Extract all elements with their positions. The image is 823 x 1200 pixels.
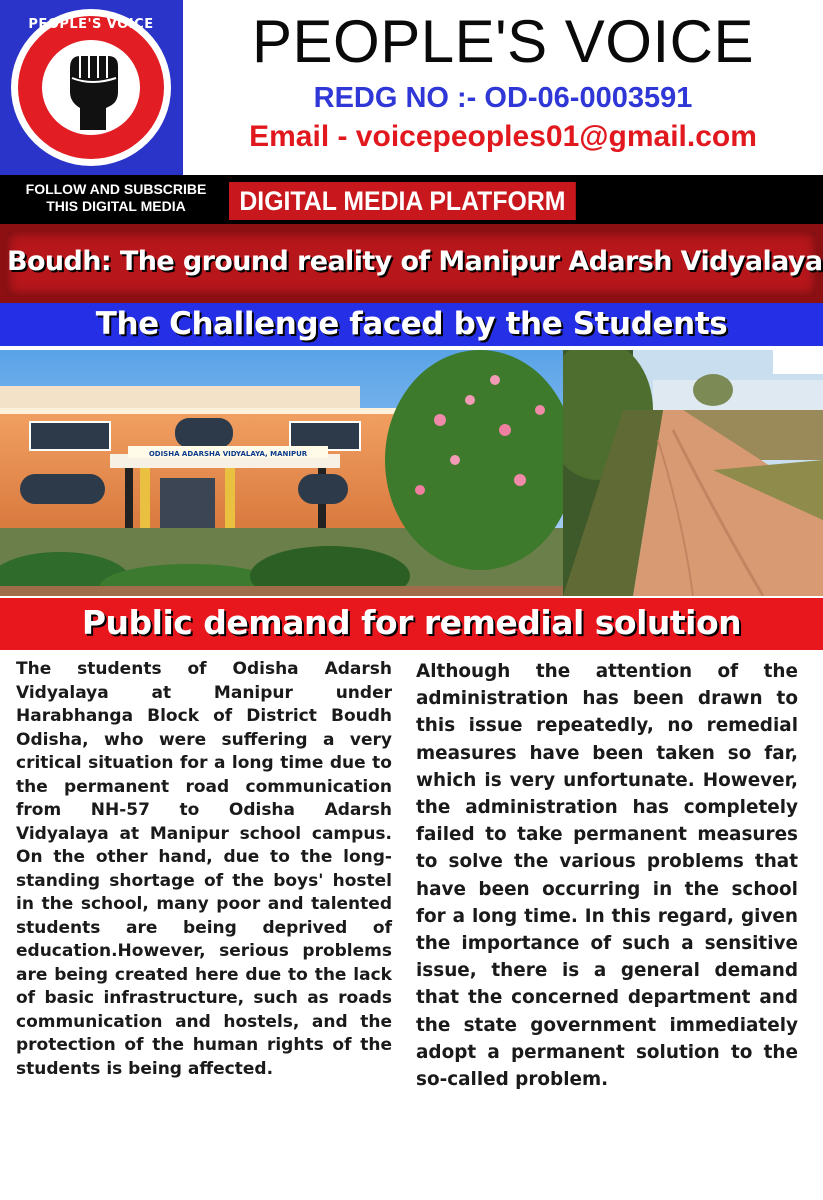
- article-left-column: The students of Odisha Adarsh Vidyalaya at Manipur under Harabhanga Block of District Boudh Odisha, who were suffering a very critical situation for a long time due to the permanent road communication from NH-57 to Odisha Adarsh Vidyalaya at Manipur school campus. On the other hand, due to the long-standing shortage of the boys' hostel in the school, many poor and talented students are being deprived of education.However, serious problems are being created here due to the lack of basic infrastructure, such as roads communication and hostels, and the protection of the human rights of the students is being affected.: [16, 659, 392, 1079]
- main-headline-banner: [0, 224, 823, 303]
- follow-line-2: THIS DIGITAL MEDIA: [46, 198, 186, 214]
- logo-badge: [11, 9, 171, 166]
- dirt-road-photo: [563, 350, 823, 596]
- sub-headline-banner: [0, 303, 823, 346]
- digital-media-platform-label: DIGITAL MEDIA PLATFORM: [229, 182, 576, 220]
- article-right-column: Although the attention of the administration has been drawn to this issue repeatedly, no remedial measures have been taken so far, which is very unfortunate. However, the administration has completely failed to take permanent measures to solve the various problems that have been occurring in the school for a long time. In this regard, given the importance of such a sensitive issue, there is a general demand that the concerned department and the state government immediately adopt a permanent solution to the so-called problem.: [416, 661, 798, 1091]
- school-building-photo: [0, 350, 563, 596]
- raised-fist-icon: [58, 48, 128, 130]
- sub-headline: The Challenge faced by the Students: [95, 306, 728, 342]
- follow-line-1: FOLLOW AND SUBSCRIBE: [25, 181, 207, 197]
- logo-text: PEOPLE'S VOICE: [28, 17, 154, 32]
- follow-subscribe-text: [5, 181, 227, 215]
- contact-email: Email - voicepeoples01@gmail.com: [249, 120, 757, 153]
- masthead: [183, 0, 823, 175]
- publication-title: PEOPLE'S VOICE: [252, 8, 754, 75]
- school-sign-text: ODISHA ADARSHA VIDYALAYA, MANIPUR: [148, 450, 308, 458]
- main-headline: Boudh: The ground reality of Manipur Adarsh Vidyalaya: [7, 246, 823, 277]
- demand-headline: Public demand for remedial solution: [81, 603, 742, 642]
- registration-number: REDG NO :- OD-06-0003591: [313, 82, 693, 114]
- demand-headline-banner: [0, 598, 823, 650]
- logo-panel: [0, 0, 183, 175]
